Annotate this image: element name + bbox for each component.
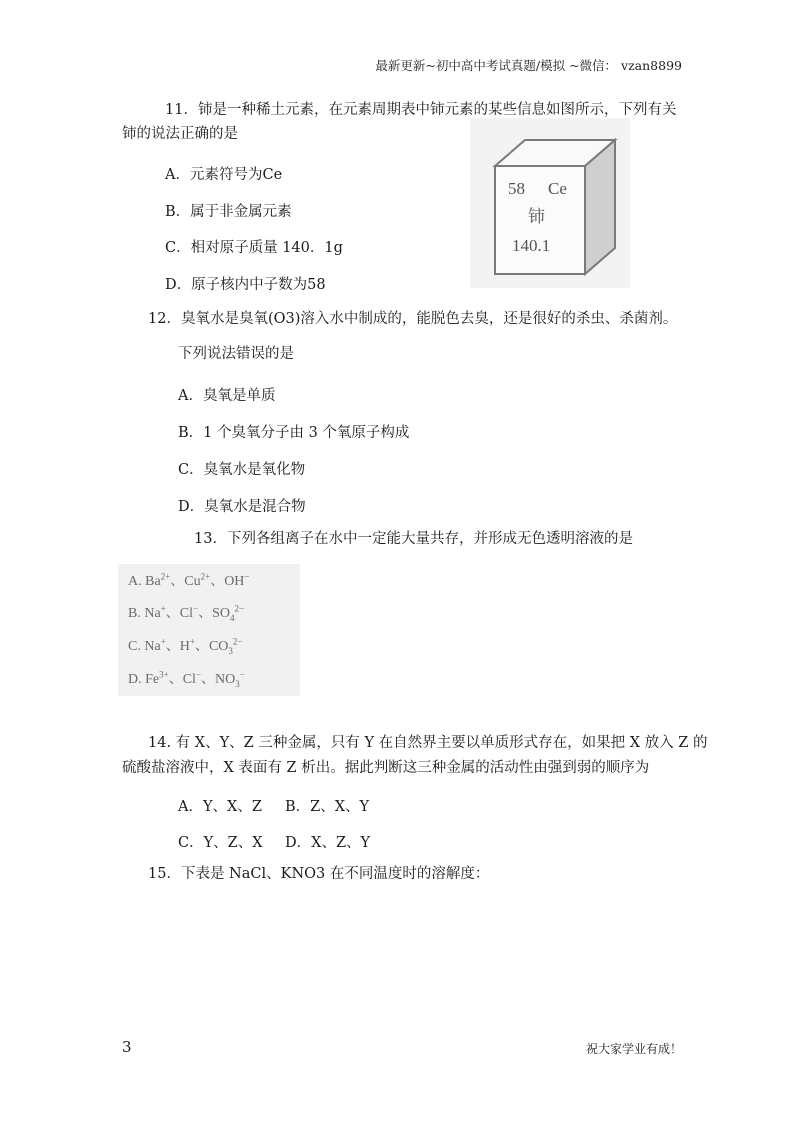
ion-option-letter: C. (128, 639, 145, 654)
q13-stem: 13．下列各组离子在水中一定能大量共存，并形成无色透明溶液的是 (194, 531, 633, 547)
ion-formula: $CO_3^{2-}$ (208, 636, 243, 656)
ion-separator: 、 (194, 639, 209, 654)
q13-option-b (128, 602, 244, 623)
q13-option-c (128, 635, 242, 656)
ion-option-letter: B. (128, 606, 145, 621)
q11-stem-line1: 11．铈是一种稀土元素，在元素周期表中铈元素的某些信息如图所示，下列有关 (165, 102, 677, 118)
ion-formula: Cl− (182, 669, 202, 687)
q14-stem-line1: 14. 有 X、Y、Z 三种金属，只有 Y 在自然界主要以单质形式存在，如果把 X 放入 Z 的 (148, 735, 708, 751)
q15-stem: 15．下表是 NaCl、KNO3 在不同温度时的溶解度： (148, 866, 490, 882)
page-number: 3 (122, 1038, 132, 1056)
cerium-element-cube-image (470, 118, 630, 288)
ion-separator: 、 (210, 574, 225, 589)
ion-formula: H+ (179, 636, 195, 654)
q12-stem-line1: 12．臭氧水是臭氧(O3)溶入水中制成的，能脱色去臭，还是很好的杀虫、杀菌剂。 (148, 311, 678, 327)
q13-option-d (128, 668, 245, 689)
ion-formula: $Fe^{3+}$ (145, 669, 169, 687)
ion-option-letter: D. (128, 672, 146, 687)
ion-separator: 、 (198, 606, 213, 621)
q14-option-d: D．X、Z、Y (285, 835, 371, 851)
ion-separator: 、 (165, 606, 180, 621)
q11-stem-line2: 铈的说法正确的是 (122, 126, 238, 142)
q12-option-c: C．臭氧水是氧化物 (178, 462, 306, 478)
ion-formula: $NO_3^-$ (215, 669, 245, 689)
q11-option-d: D．原子核内中子数为58 (165, 277, 326, 293)
q12-option-d: D．臭氧水是混合物 (178, 499, 306, 515)
q14-option-c: C．Y、Z、X (178, 835, 263, 851)
q12-stem-line2: 下列说法错误的是 (178, 346, 294, 362)
ion-separator: 、 (170, 574, 185, 589)
q11-option-c: C．相对原子质量 140．1g (165, 240, 343, 256)
ion-formula: OH− (224, 571, 250, 589)
cell-atomic-number: 58 (508, 179, 525, 198)
q12-option-a: A．臭氧是单质 (178, 388, 276, 404)
ion-formula: $Cu^{2+}$ (184, 571, 211, 589)
q14-option-b: B．Z、X、Y (285, 799, 370, 815)
ion-separator: 、 (165, 639, 180, 654)
q11-option-b: B．属于非金属元素 (165, 204, 292, 220)
cell-name: 铈 (528, 207, 545, 227)
ion-formula: Na+ (144, 636, 166, 654)
ion-formula: Cl− (179, 603, 199, 621)
q11-option-a: A．元素符号为Ce (165, 167, 283, 183)
ion-separator: 、 (168, 672, 183, 687)
q12-option-b: B．1 个臭氧分子由 3 个氧原子构成 (178, 425, 410, 441)
cell-atomic-mass: 140.1 (512, 236, 551, 255)
ion-option-letter: A. (128, 574, 146, 589)
q14-stem-line2: 硫酸盐溶液中，X 表面有 Z 析出。据此判断这三种金属的活动性由强到弱的顺序为 (122, 760, 650, 776)
q13-option-a (128, 570, 250, 590)
cell-symbol: Ce (548, 179, 567, 198)
q13-ion-options-image (118, 564, 300, 696)
q14-option-a: A．Y、X、Z (178, 799, 262, 815)
ion-formula: $Ba^{2+}$ (145, 571, 171, 589)
page-header: 最新更新~初中高中考试真题/模拟 ~微信： vzan8899 (375, 58, 682, 73)
footer-slogan: 祝大家学业有成！ (585, 1042, 682, 1056)
ion-formula: $SO_4^{2-}$ (212, 603, 245, 623)
ion-separator: 、 (201, 672, 216, 687)
ion-formula: Na+ (144, 603, 166, 621)
